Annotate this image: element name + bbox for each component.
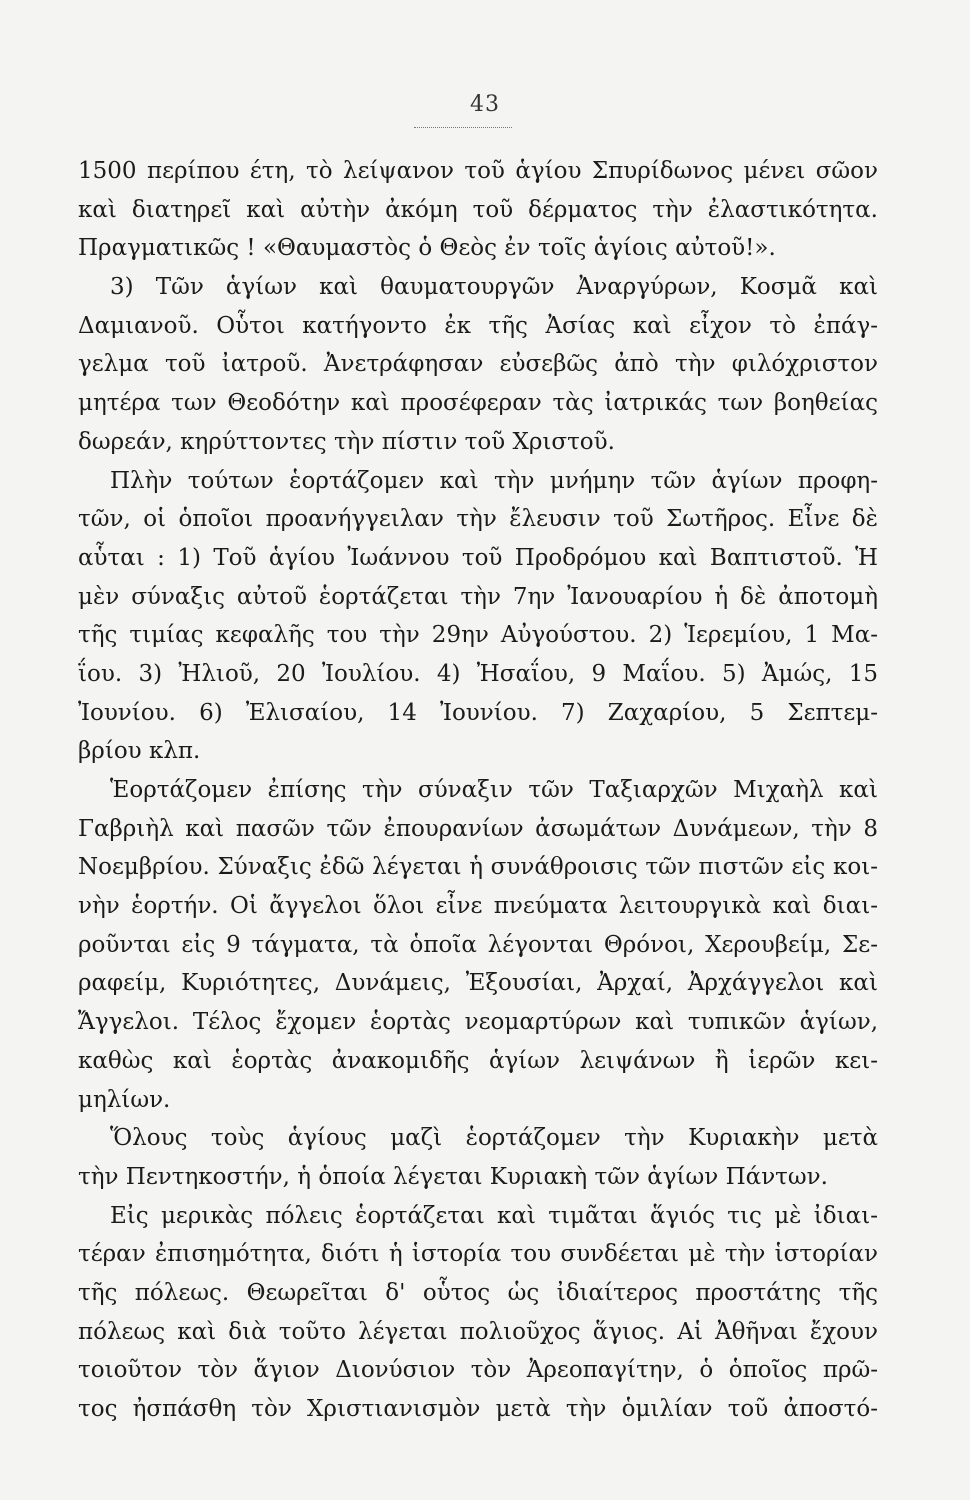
text-line: Νοεμβρίου. Σύναξις ἐδῶ λέγεται ἡ συνάθροισις τῶν πιστῶν εἰς κοι- xyxy=(78,854,878,881)
text-line: βρίου κλπ. xyxy=(78,738,201,765)
text-line: 1500 περίπου έτη, τὸ λείψανον τοῦ ἁγίου Σπυρίδωνος μένει σῶον xyxy=(78,158,878,184)
text-line: τέραν ἐπισημότητα, διότι ἡ ἱστορία του συνδέεται μὲ τὴν ἱστορίαν xyxy=(78,1241,878,1268)
text-line: μητέρα των Θεοδότην καὶ προσέφεραν τὰς ἰατρικάς των βοηθείας xyxy=(78,390,878,417)
text-line: 3) Τῶν ἁγίων καὶ θαυματουργῶν Ἀναργύρων, Κοσμᾶ καὶ xyxy=(110,274,878,301)
text-line: δωρεάν, κηρύττοντες τὴν πίστιν τοῦ Χριστοῦ. xyxy=(78,428,615,455)
text-line: τος ἠσπάσθη τὸν Χριστιανισμὸν μετὰ τὴν ὁμιλίαν τοῦ ἀποστό- xyxy=(78,1396,878,1422)
text-line: τῆς τιμίας κεφαλῆς του τὴν 29ην Αὐγούστου. 2) Ἱερεμίου, 1 Μα- xyxy=(78,622,878,649)
text-line: Πλὴν τούτων ἑορτάζομεν καὶ τὴν μνήμην τῶν ἁγίων προφη- xyxy=(110,467,878,494)
text-line: Ἑορτάζομεν ἐπίσης τὴν σύναξιν τῶν Ταξιαρχῶν Μιχαὴλ καὶ xyxy=(110,777,878,803)
text-line: Πραγματικῶς ! «Θαυμαστὸς ὁ Θεὸς ἐν τοῖς ἁγίοις αὐτοῦ!». xyxy=(78,235,776,262)
page-text xyxy=(78,152,878,1429)
text-line: τοιοῦτον τὸν ἅγιον Διονύσιον τὸν Ἀρεοπαγίτην, ὁ ὁποῖος πρῶ- xyxy=(78,1357,878,1384)
text-line: Ὅλους τοὺς ἁγίους μαζὶ ἑορτάζομεν τὴν Κυριακὴν μετὰ xyxy=(110,1125,878,1152)
text-line: Εἰς μερικὰς πόλεις ἑορτάζεται καὶ τιμᾶται ἅγιός τις μὲ ἰδιαι- xyxy=(110,1202,878,1229)
text-line: νὴν ἑορτήν. Οἱ ἄγγελοι ὅλοι εἶνε πνεύματα λειτουργικὰ καὶ διαι- xyxy=(78,893,878,920)
text-line: Ἄγγελοι. Τέλος ἔχομεν ἑορτὰς νεομαρτύρων καὶ τυπικῶν ἁγίων, xyxy=(78,1009,878,1036)
text-line: Γαβριὴλ καὶ πασῶν τῶν ἐπουρανίων ἀσωμάτων Δυνάμεων, τὴν 8 xyxy=(78,815,878,842)
text-line: τῶν, οἱ ὁποῖοι προανήγγειλαν τὴν ἔλευσιν τοῦ Σωτῆρος. Εἶνε δὲ xyxy=(78,506,878,533)
text-line: γελμα τοῦ ἰατροῦ. Ἀνετράφησαν εὐσεβῶς ἀπὸ τὴν φιλόχριστον xyxy=(78,351,878,378)
text-line: μηλίων. xyxy=(78,1086,171,1113)
text-line: ραφείμ, Κυριότητες, Δυνάμεις, Ἐξουσίαι, Ἀρχαί, Ἀρχάγγελοι καὶ xyxy=(78,970,878,997)
text-line: τὴν Πεντηκοστήν, ἡ ὁποία λέγεται Κυριακὴ τῶν ἁγίων Πάντων. xyxy=(78,1163,828,1190)
text-line: τῆς πόλεως. Θεωρεῖται δ' οὗτος ὡς ἰδιαίτερος προστάτης τῆς xyxy=(78,1279,878,1306)
text-line: καὶ διατηρεῖ καὶ αὐτὴν ἀκόμη τοῦ δέρματος τὴν ἐλαστικότητα. xyxy=(78,196,878,223)
page-number: 43 xyxy=(470,92,500,117)
text-line: αὗται : 1) Τοῦ ἁγίου Ἰωάννου τοῦ Προδρόμου καὶ Βαπτιστοῦ. Ἡ xyxy=(78,544,878,571)
text-line: μὲν σύναξις αὐτοῦ ἑορτάζεται τὴν 7ην Ἰανουαρίου ἡ δὲ ἀποτομὴ xyxy=(78,583,878,610)
text-line: ΐου. 3) Ἠλιοῦ, 20 Ἰουλίου. 4) Ἠσαΐου, 9 Μαΐου. 5) Ἀμώς, 15 xyxy=(78,660,878,687)
text-line: Ἰουνίου. 6) Ἐλισαίου, 14 Ἰουνίου. 7) Ζαχαρίου, 5 Σεπτεμ- xyxy=(78,699,878,726)
text-line: Δαμιανοῦ. Οὗτοι κατήγοντο ἐκ τῆς Ἀσίας καὶ εἶχον τὸ ἐπάγ- xyxy=(78,312,878,339)
text-line: ροῦνται εἰς 9 τάγματα, τὰ ὁποῖα λέγονται Θρόνοι, Χερουβείμ, Σε- xyxy=(78,931,878,958)
page-number-rule xyxy=(414,127,512,128)
text-line: πόλεως καὶ διὰ τοῦτο λέγεται πολιοῦχος ἅγιος. Αἱ Ἀθῆναι ἔχουν xyxy=(78,1318,878,1345)
text-line: καθὼς καὶ ἑορτὰς ἀνακομιδῆς ἁγίων λειψάνων ἢ ἱερῶν κει- xyxy=(78,1047,878,1074)
